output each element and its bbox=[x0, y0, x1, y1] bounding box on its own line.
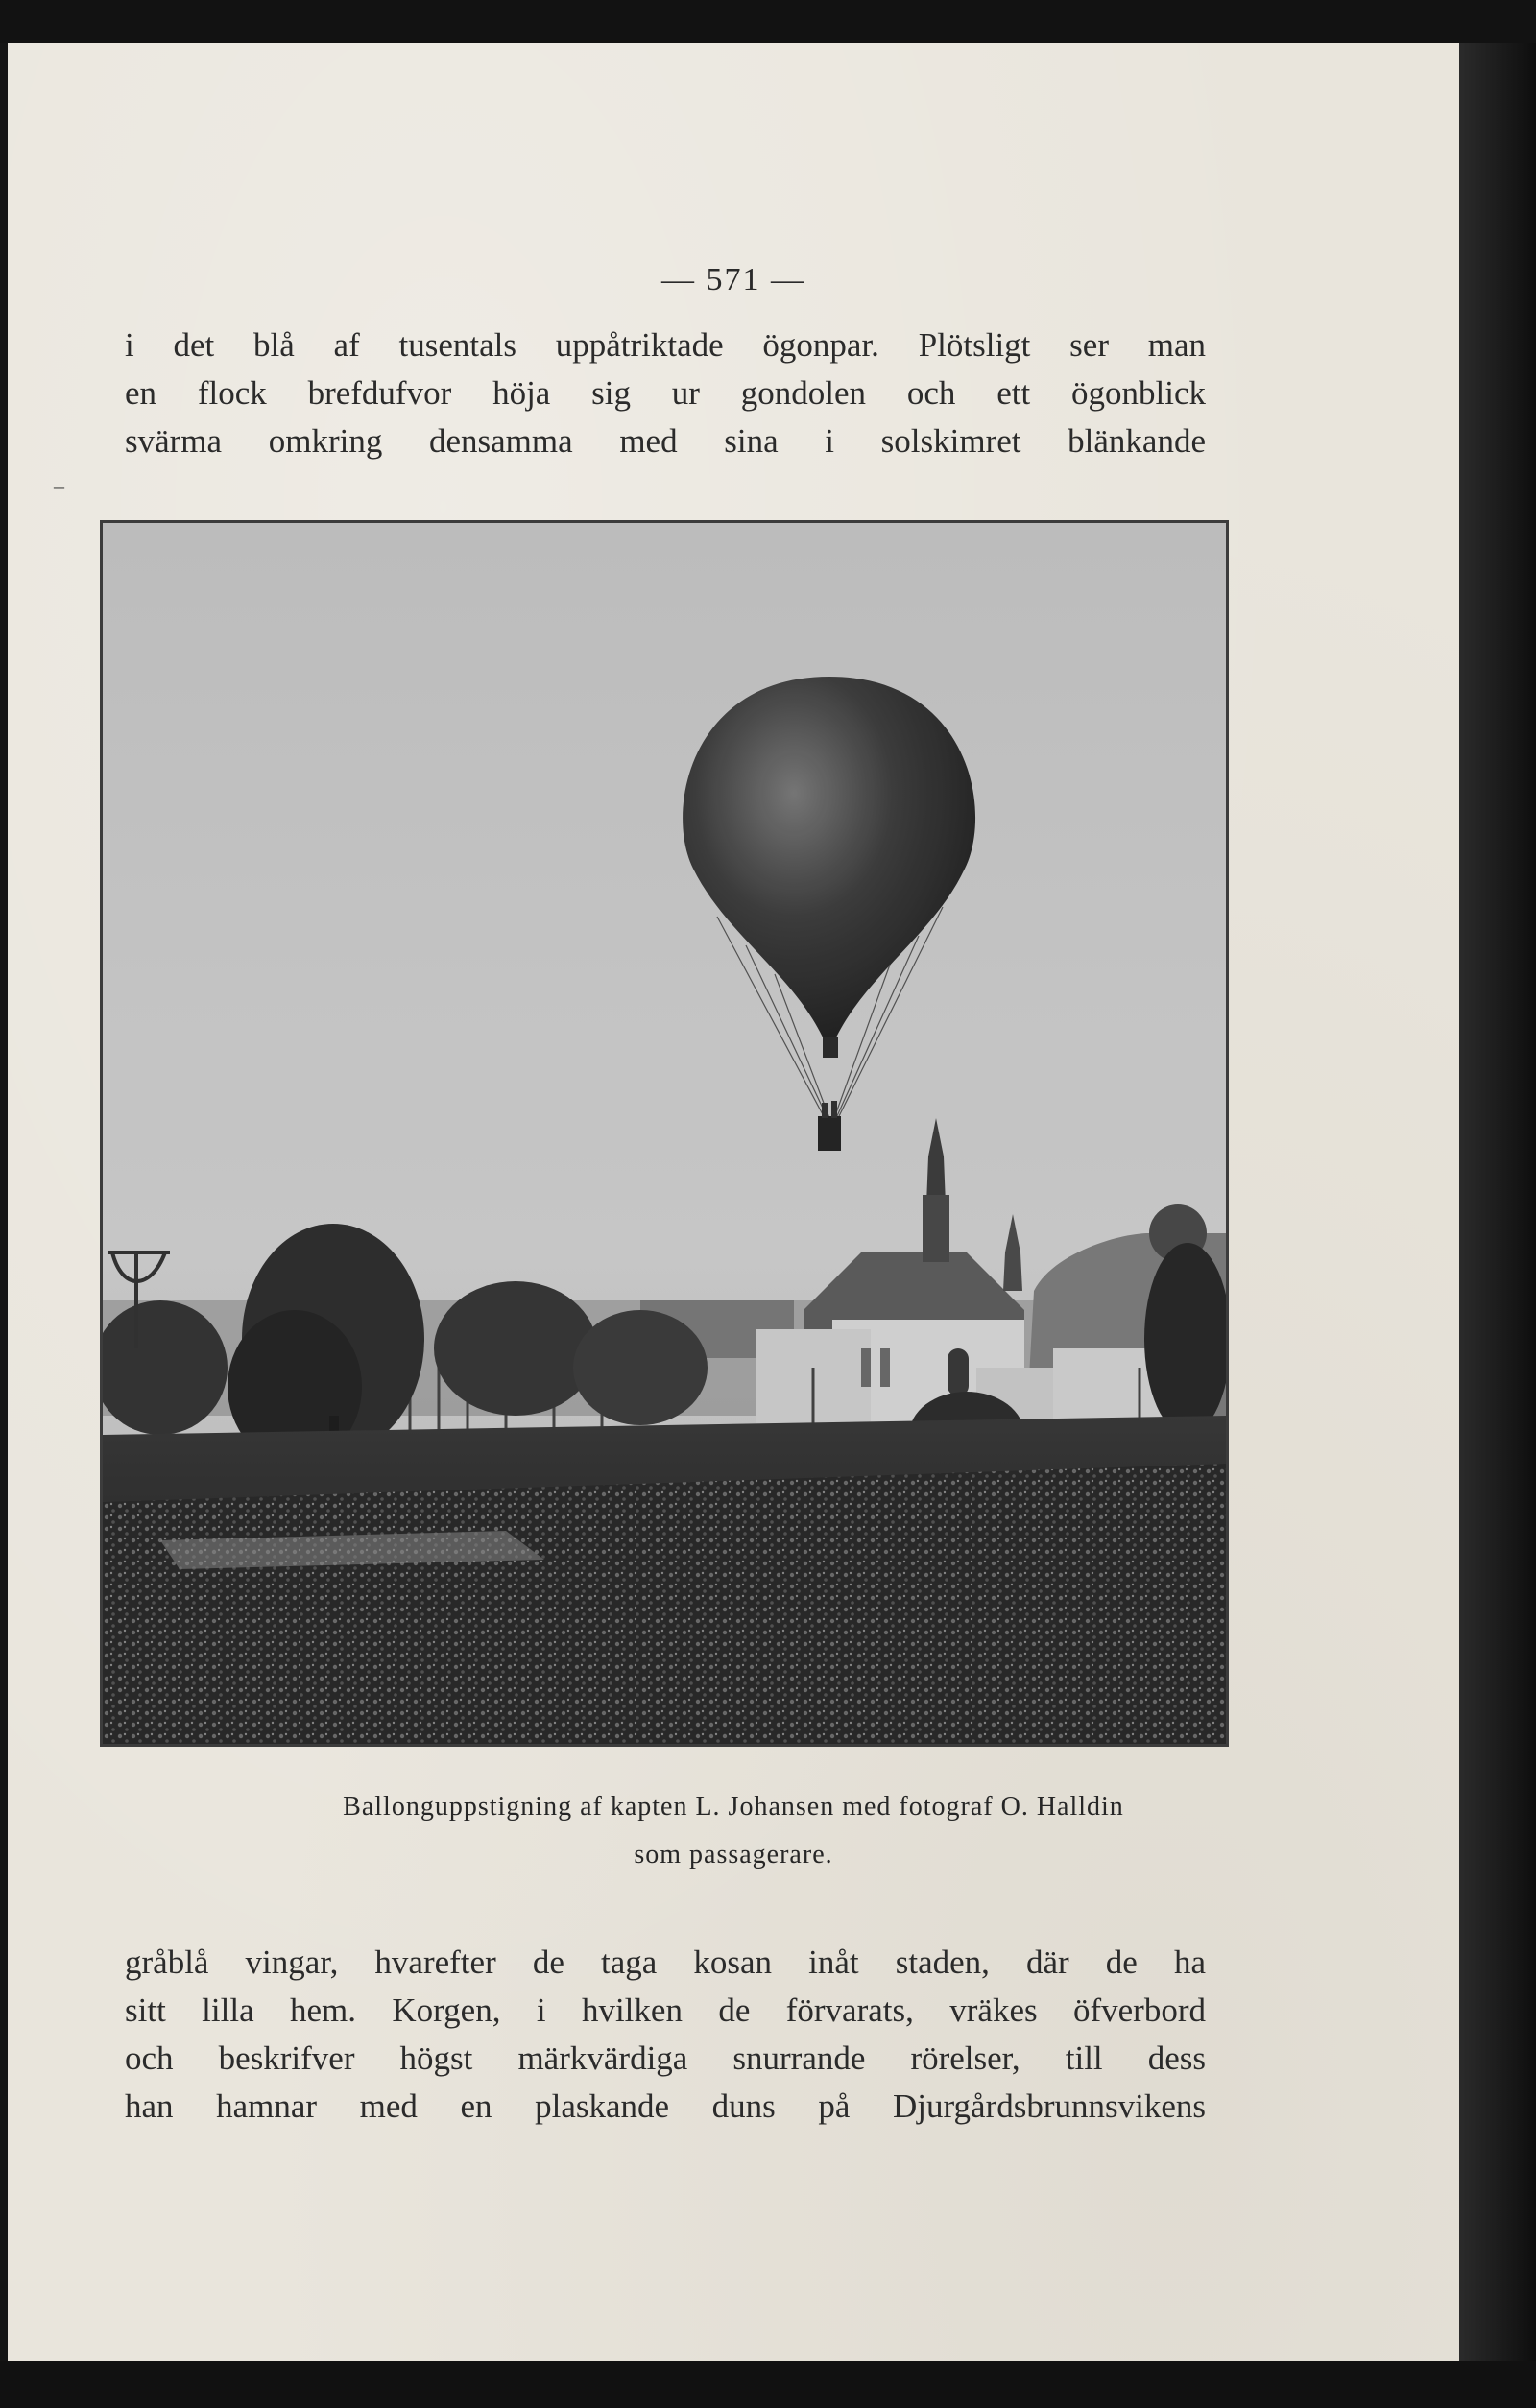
text-line: i det blå af tusentals uppåtriktade ögonpar. Plötsligt ser man bbox=[125, 326, 1206, 364]
book-page bbox=[8, 43, 1459, 2361]
text-line: sitt lilla hem. Korgen, i hvilken de förvarats, vräkes öfverbord bbox=[125, 1991, 1206, 2029]
text-line: en flock brefdufvor höja sig ur gondolen och ett ögonblick bbox=[125, 374, 1206, 412]
text-line: han hamnar med en plaskande duns på Djurgårdsbrunnsvikens bbox=[125, 2087, 1206, 2125]
body-text-top bbox=[125, 322, 1206, 465]
figure-caption-line-1: Ballonguppstigning af kapten L. Johansen med fotograf O. Halldin bbox=[343, 1792, 1124, 1822]
scan-top-edge bbox=[0, 0, 1536, 43]
scan-right-edge bbox=[1459, 43, 1536, 2361]
body-text-bottom bbox=[125, 1939, 1206, 2131]
photo-illustration bbox=[103, 523, 1226, 1744]
margin-mark: – bbox=[54, 473, 64, 497]
figure-caption-line-2: som passagerare. bbox=[634, 1840, 833, 1870]
photograph-balloon-ascent bbox=[100, 520, 1229, 1747]
scan-bottom-edge bbox=[0, 2361, 1536, 2408]
text-line: gråblå vingar, hvarefter de taga kosan inåt staden, där de ha bbox=[125, 1943, 1206, 1981]
text-line: och beskrifver högst märkvärdiga snurrande rörelser, till dess bbox=[125, 2039, 1206, 2077]
page-number: — 571 — bbox=[661, 262, 805, 298]
text-line: svärma omkring densamma med sina i solskimret blänkande bbox=[125, 422, 1206, 460]
